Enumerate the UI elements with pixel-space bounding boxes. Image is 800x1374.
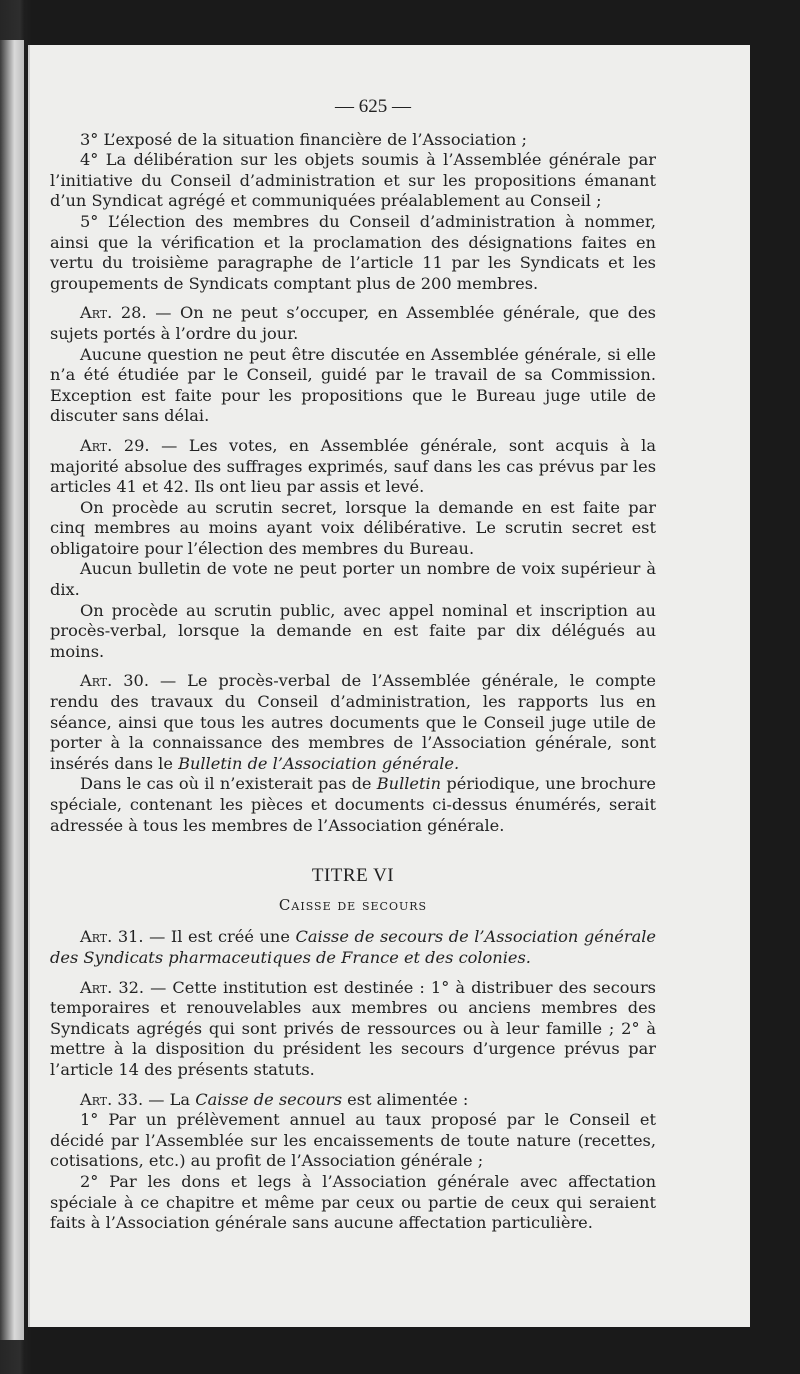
article-32-label: Art. 32.: [80, 977, 145, 997]
article-32: [50, 978, 656, 1081]
article-30-text: — Le procès-verbal de l’Assemblée générale, le compte rendu des travaux du Conseil d’administration, les rapports lus en séance, ainsi que tous les autres documents que le Conseil juge utile de porter à la connaissance des membres de l’Association générale, sont insérés dans le: [50, 671, 656, 773]
article-30-paragraph-2: [50, 774, 656, 836]
article-31: [50, 927, 656, 968]
article-29-label: Art. 29.: [80, 435, 150, 455]
article-30-label: Art. 30.: [80, 671, 149, 691]
article-29-text: — Les votes, en Assemblée générale, sont acquis à la majorité absolue des suffrages exprimés, sauf dans les cas prévus par les articles 41 et 42. Ils ont lieu par assis et levé.: [50, 435, 656, 497]
article-30-p2-text-a: Dans le cas où il n’existerait pas de: [80, 774, 377, 794]
article-32-text: — Cette institution est destinée : 1° à distribuer des secours temporaires et renouvelables aux membres ou anciens membres des Syndicats agrégés qui sont privés de ressources ou à leur famille ; 2° à mettre à la disposition du président les secours d’urgence prévus par l’article 14 des présents statuts.: [50, 977, 656, 1079]
section-subtitle: Caisse de secours: [278, 895, 428, 914]
article-30-p2-italic: Bulletin: [376, 774, 442, 794]
article-31-text: — Il est créé une: [143, 927, 296, 947]
paragraph-item-3: 3° L’exposé de la situation financière de l’Association ;: [80, 129, 527, 149]
article-29-paragraph-3: Aucun bulletin de vote ne peut porter un nombre de voix supérieur à dix.: [50, 559, 656, 600]
article-33: [50, 1090, 656, 1111]
article-33-text-a: — La: [143, 1089, 196, 1109]
article-33-label: Art. 33.: [80, 1089, 144, 1109]
article-33-item-2: 2° Par les dons et legs à l’Association générale avec affectation spéciale à ce chapitre et même par ceux ou partie de ceux qui seraient faits à l’Association générale sans aucune affectation particulière.: [50, 1171, 656, 1233]
paragraph-item-5: 5° L’élection des membres du Conseil d’administration à nommer, ainsi que la vérification et la proclamation des désignations faites en vertu du troisième paragraphe de l’article 11 par les Syndicats et les groupements de Syndicats comptant plus de 200 membres.: [50, 211, 656, 293]
article-31-label: Art. 31.: [80, 927, 144, 947]
article-29-paragraph-4: On procède au scrutin public, avec appel nominal et inscription au procès-verbal, lorsque la demande en est faite par dix délégués au moins.: [50, 600, 656, 661]
article-30: [50, 671, 656, 774]
article-29: [50, 436, 656, 498]
page-content: [50, 97, 656, 1234]
article-28: [50, 303, 656, 344]
article-31-italic: Caisse de secours de l’Association générale des Syndicats pharmaceutiques de France et des colonies.: [50, 927, 657, 967]
article-33-item-1: 1° Par un prélèvement annuel au taux proposé par le Conseil et décidé par l’Assemblée sur les encaissements de toute nature (recettes, cotisations, etc.) au profit de l’Association générale ;: [50, 1110, 656, 1171]
article-30-p2-text-b: périodique, une brochure spéciale, contenant les pièces et documents ci-dessus énumérés, serait adressée à tous les membres de l’Association générale.: [50, 774, 657, 835]
book-page: [28, 45, 750, 1327]
page-number: — 625 —: [335, 96, 411, 117]
paragraph-item-4: 4° La délibération sur les objets soumis à l’Assemblée générale par l’initiative du Conseil d’administration et sur les propositions émanant d’un Syndicat agrégé et communiquées préalablement au Conseil ;: [50, 150, 656, 211]
article-30-italic: Bulletin de l’Association générale.: [178, 753, 460, 773]
article-28-paragraph-2: Aucune question ne peut être discutée en Assemblée générale, si elle n’a été étudiée par le Conseil, guidé par le travail de sa Commission. Exception est faite pour les propositions que le Bureau juge utile de discuter sans délai.: [50, 344, 656, 426]
article-33-text-b: est alimentée :: [342, 1089, 469, 1109]
article-33-italic: Caisse de secours: [195, 1089, 342, 1109]
section-title: TITRE VI: [311, 865, 395, 887]
article-28-label: Art. 28.: [80, 303, 147, 323]
adjacent-page-edge: [0, 40, 24, 1340]
article-29-paragraph-2: On procède au scrutin secret, lorsque la demande en est faite par cinq membres au moins ayant voix délibérative. Le scrutin secret est obligatoire pour l’élection des membres du Bureau.: [50, 497, 656, 558]
article-28-text: — On ne peut s’occuper, en Assemblée générale, que des sujets portés à l’ordre du jour.: [50, 303, 656, 343]
